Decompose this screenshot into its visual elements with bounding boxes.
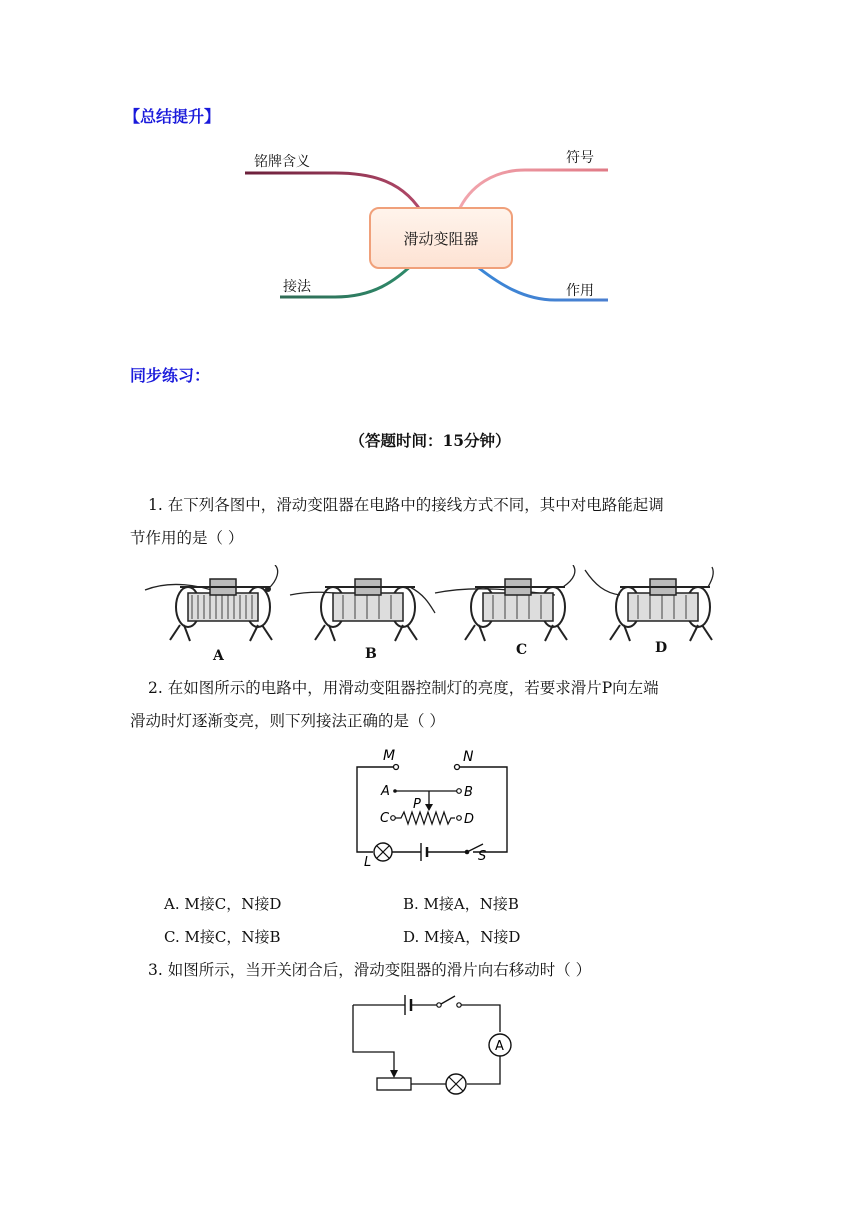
q2-line1: 2. 在如图所示的电路中，用滑动变阻器控制灯的亮度，若要求滑片P向左端 xyxy=(148,679,659,697)
q1-rheostat-images xyxy=(140,565,720,645)
q2-option-d[interactable]: D. M接A，N接D xyxy=(403,928,521,946)
q1-label-b: B xyxy=(365,646,377,662)
q2-line2: 滑动时灯逐渐变亮，则下列接法正确的是（ ） xyxy=(130,712,445,730)
circuit-label-n: N xyxy=(463,749,474,765)
mindmap-label-function: 作用 xyxy=(566,283,594,299)
rheostat-figure-a xyxy=(145,565,278,641)
q3-circuit-diagram xyxy=(345,990,520,1100)
ammeter-label: A xyxy=(495,1039,504,1054)
circuit-label-m: M xyxy=(383,748,396,764)
mindmap-center-label: 滑动变阻器 xyxy=(403,230,479,248)
q1-label-a: A xyxy=(213,648,224,664)
circuit-label-s: S xyxy=(478,849,487,864)
mindmap-label-wiring: 接法 xyxy=(283,279,311,295)
q1-label-c: C xyxy=(516,642,528,658)
rheostat-figure-d xyxy=(585,567,713,641)
circuit-label-l: L xyxy=(364,855,372,870)
circuit-label-d: D xyxy=(464,812,475,827)
q3-line1: 3. 如图所示，当开关闭合后，滑动变阻器的滑片向右移动时（ ） xyxy=(148,961,592,979)
q2-option-c[interactable]: C. M接C，N接B xyxy=(164,928,281,946)
mindmap-branch-top-right xyxy=(458,170,608,212)
q2-circuit-diagram xyxy=(345,740,520,870)
q2-option-b[interactable]: B. M接A，N接B xyxy=(403,895,519,913)
rheostat-figure-c xyxy=(435,565,575,641)
circuit-label-b: B xyxy=(464,785,473,800)
mindmap-label-symbol: 符号 xyxy=(566,150,594,166)
q1-line2: 节作用的是（ ） xyxy=(130,529,244,547)
summary-heading: 【总结提升】 xyxy=(124,107,221,126)
time-note: （答题时间：15分钟） xyxy=(349,431,511,450)
circuit-label-a: A xyxy=(381,784,390,799)
mindmap-label-nameplate: 铭牌含义 xyxy=(254,154,310,170)
q1-label-d: D xyxy=(655,640,668,656)
q1-line1: 1. 在下列各图中，滑动变阻器在电路中的接线方式不同，其中对电路能起调 xyxy=(148,496,664,514)
q2-option-a[interactable]: A. M接C，N接D xyxy=(164,895,282,913)
rheostat-figure-b xyxy=(290,579,435,641)
practice-heading: 同步练习： xyxy=(130,366,211,385)
circuit-label-c: C xyxy=(380,811,390,826)
circuit-label-p: P xyxy=(413,797,421,812)
